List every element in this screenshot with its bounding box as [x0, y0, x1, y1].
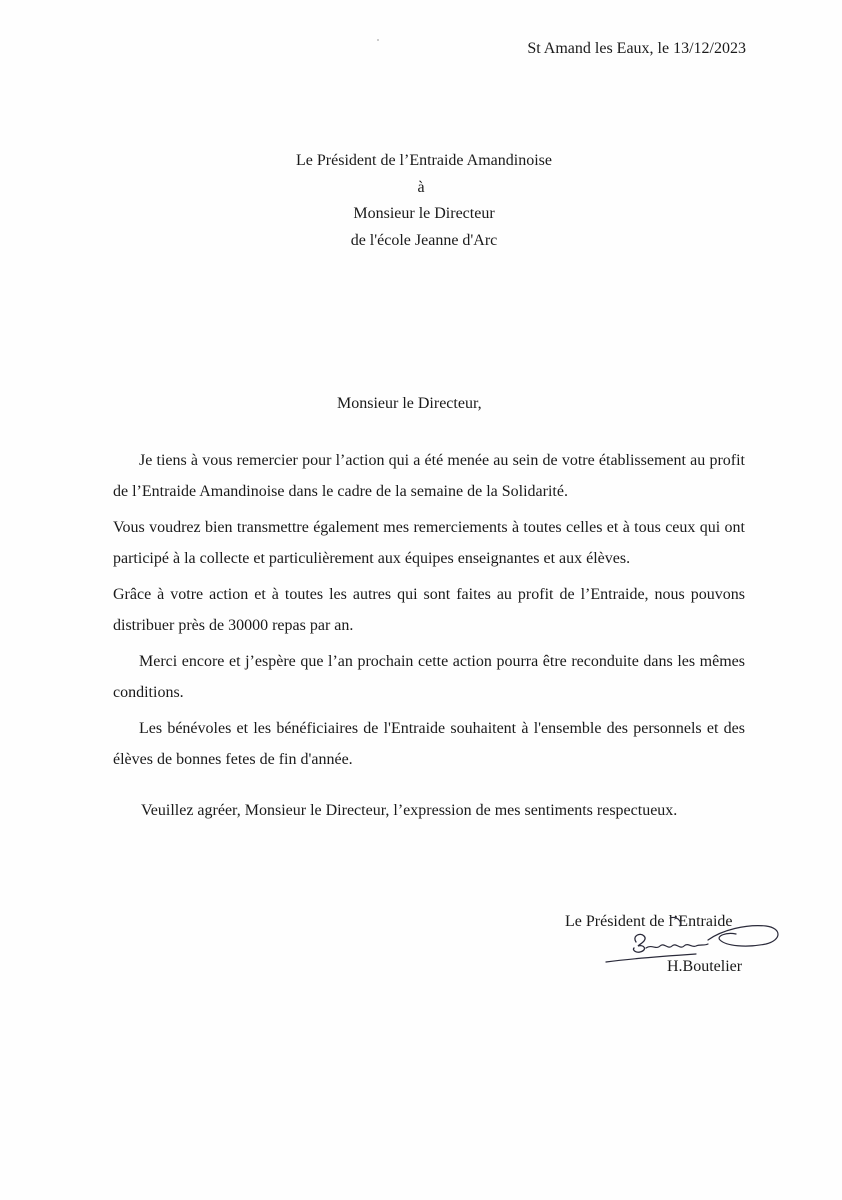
paragraph-transmit: Vous voudrez bien transmettre également mes remerciements à toutes celles et à tous ceux qui ont participé à la collecte et particulièrement aux équipes enseignantes et aux élèves. — [113, 519, 745, 567]
salutation: Monsieur le Directeur, — [337, 395, 482, 412]
sender-line: Le Président de l’Entraide Amandinoise — [296, 152, 552, 169]
address-block — [0, 148, 842, 254]
recipient-line-1: Monsieur le Directeur — [353, 205, 495, 222]
signature-title: Le Président de l’Entraide — [565, 913, 733, 930]
letter-body — [113, 446, 745, 775]
paragraph-next-year: Merci encore et j’espère que l’an prochain cette action pourra être reconduite dans les mêmes conditions. — [113, 653, 745, 701]
scan-speck — [377, 39, 379, 41]
recipient-line-2: de l'école Jeanne d'Arc — [350, 231, 498, 249]
paragraph-thanks: Je tiens à vous remercier pour l’action qui a été menée au sein de votre établissement au profit de l’Entraide Amandinoise dans le cadre de la semaine de la Solidarité. — [113, 452, 745, 500]
to-connector: à — [417, 178, 425, 196]
paragraph-wishes: Les bénévoles et les bénéficiaires de l'Entraide souhaitent à l'ensemble des personnels et des élèves de bonnes fetes de fin d'année. — [113, 720, 745, 768]
date-line: St Amand les Eaux, le 13/12/2023 — [527, 40, 746, 57]
closing-formula: Veuillez agréer, Monsieur le Directeur, l’expression de mes sentiments respectueux. — [141, 802, 678, 819]
signature-name: H.Boutelier — [667, 958, 743, 975]
paragraph-meals: Grâce à votre action et à toutes les autres qui sont faites au profit de l’Entraide, nous pouvons distribuer près de 30000 repas par an. — [113, 586, 745, 634]
